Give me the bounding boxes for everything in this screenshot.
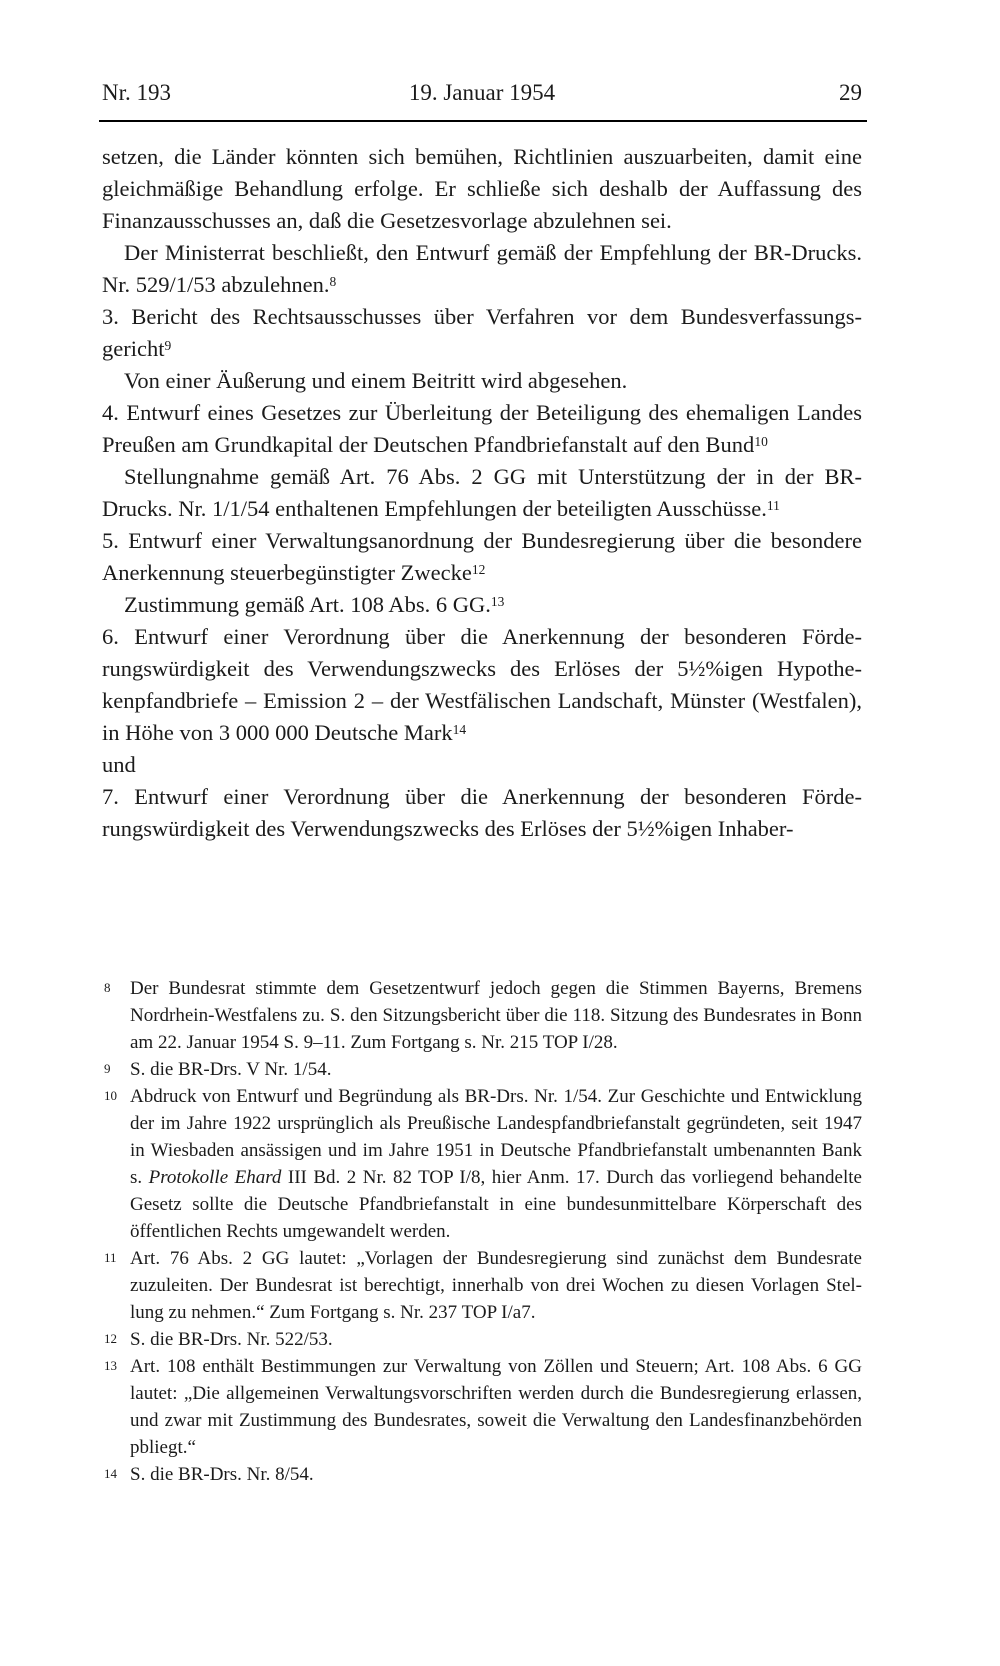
page-header bbox=[102, 80, 862, 106]
footnote-number: 8 bbox=[104, 980, 111, 995]
footnote-marker: 10 bbox=[754, 433, 768, 449]
footnote-item bbox=[102, 1461, 862, 1488]
footnote-number: 9 bbox=[104, 1061, 111, 1076]
footnote-text: S. die BR-Drs. Nr. 522/53. bbox=[130, 1329, 333, 1350]
footnote-text: Abdruck von Entwurf und Begründung als BR-Drs. Nr. 1/54. Zur Geschichte und Entwicklung der im Jahre 1922 ursprünglich als Preußische Landespfandbriefanstalt gegründeten, seit 1947 in Wiesbaden ansässigen und im Jahre 1951 in Deutsche Pfandbriefanstalt umbenannten Bank s. Protokolle Ehard III Bd. 2 Nr. 82 TOP I/8, hier Anm. 17. Durch das vorliegend behandelte Gesetz sollte die Deutsche Pfandbriefanstalt in eine bundesunmittelbare Körperschaft des öffentlichen Rechts umgewandelt werden. bbox=[130, 1086, 862, 1242]
footnote-marker: 9 bbox=[164, 337, 172, 353]
footnote-number: 13 bbox=[104, 1358, 117, 1373]
header-date: 19. Januar 1954 bbox=[408, 80, 556, 105]
footnote-number: 10 bbox=[104, 1088, 117, 1103]
footnote-text: Der Bundesrat stimmte dem Gesetzentwurf jedoch gegen die Stimmen Bayerns, Bremens Nordrhein-Westfalens zu. S. den Sitzungsbericht über die 118. Sitzung des Bundesrates in Bonn am 22. Januar 1954 S. 9–11. Zum Fortgang s. Nr. 215 TOP I/28. bbox=[130, 978, 862, 1053]
footnote-number: 14 bbox=[104, 1466, 117, 1481]
footnote-marker: 12 bbox=[471, 561, 486, 577]
footnote-item bbox=[102, 1083, 862, 1245]
italic-text: Protokolle Ehard bbox=[148, 1167, 282, 1188]
footnote-marker: 14 bbox=[452, 721, 467, 737]
body-paragraphs bbox=[102, 141, 862, 845]
footnote-text: S. die BR-Drs. Nr. 8/54. bbox=[130, 1464, 314, 1485]
footnote-marker: 8 bbox=[329, 273, 337, 289]
paragraph: Zustimmung gemäß Art. 108 Abs. 6 GG.$^{13}$ bbox=[124, 592, 505, 617]
footnote-item bbox=[102, 1245, 862, 1326]
header-rule bbox=[99, 120, 867, 122]
paragraph: und bbox=[102, 752, 136, 777]
paragraph: 5. Entwurf einer Verwaltungsanordnung der Bundesregierung über die besondere Anerkennung steuerbegünstigter Zwecke$^{12}$ bbox=[102, 528, 862, 585]
footnote-text: S. die BR-Drs. V Nr. 1/54. bbox=[130, 1059, 332, 1080]
header-page-number: 29 bbox=[839, 80, 862, 105]
footnote-text: Art. 76 Abs. 2 GG lautet: „Vorlagen der Bundesregierung sind zunächst dem Bundesrate zuzuleiten. Der Bundesrat ist berechtigt, innerhalb von drei Wochen zu diesen Vorlagen Stellung zu nehmen.“ Zum Fortgang s. Nr. 237 TOP I/a7. bbox=[130, 1248, 862, 1323]
footnote-item bbox=[102, 1326, 862, 1353]
footnote-number: 12 bbox=[104, 1331, 117, 1346]
footnote-item bbox=[102, 975, 862, 1056]
paragraph: 3. Bericht des Rechtsausschusses über Verfahren vor dem Bundesverfassungsgericht$^9$ bbox=[102, 304, 862, 361]
header-doc-number: Nr. 193 bbox=[102, 80, 171, 105]
footnote-number: 11 bbox=[104, 1250, 117, 1265]
paragraph: Stellungnahme gemäß Art. 76 Abs. 2 GG mit Unterstützung der in der BR-Drucks. Nr. 1/1/54 enthaltenen Empfehlungen der beteiligten Ausschüsse.$^{11}$ bbox=[102, 464, 862, 521]
paragraph: 7. Entwurf einer Verordnung über die Anerkennung der besonderen Förderungswürdigkeit des Verwendungszwecks des Erlöses der 5½%igen Inhaber- bbox=[102, 784, 862, 841]
paragraph: Der Ministerrat beschließt, den Entwurf gemäß der Empfehlung der BR-Drucks. Nr. 529/1/53 abzulehnen.$^8$ bbox=[102, 240, 862, 297]
paragraph: setzen, die Länder könnten sich bemühen, Richtlinien auszuarbeiten, damit eine gleichmäßige Behandlung erfolge. Er schließe sich deshalb der Auffassung des Finanzausschusses an, daß die Gesetzesvorlage abzulehnen sei. bbox=[102, 144, 862, 233]
footnote-item bbox=[102, 1353, 862, 1461]
paragraph: 4. Entwurf eines Gesetzes zur Überleitung der Beteiligung des ehemaligen Landes Preußen am Grundkapital der Deutschen Pfandbriefanstalt auf den Bund$^{10}$ bbox=[102, 400, 862, 457]
footnote-item bbox=[102, 1056, 862, 1083]
footnote-marker: 13 bbox=[490, 593, 505, 609]
paragraph: 6. Entwurf einer Verordnung über die Anerkennung der besonderen Förderungswürdigkeit des Verwendungszwecks des Erlöses der 5½%igen Hypothekenpfandbriefe – Emission 2 – der Westfälischen Landschaft, Münster (Westfalen), in Höhe von 3 000 000 Deutsche Mark$^{14}$ bbox=[102, 624, 862, 745]
paragraph: Von einer Äußerung und einem Beitritt wird abgesehen. bbox=[124, 368, 628, 393]
footnotes-list bbox=[102, 975, 862, 1488]
footnote-text: Art. 108 enthält Bestimmungen zur Verwaltung von Zöllen und Steuern; Art. 108 Abs. 6 GG lautet: „Die allgemeinen Verwaltungsvorschriften werden durch die Bundesregierung erlassen, und zwar mit Zustimmung des Bundesrates, soweit die Verwaltung den Landesfinanzbehörden pbliegt.“ bbox=[130, 1356, 862, 1458]
footnote-marker: 11 bbox=[766, 497, 780, 513]
